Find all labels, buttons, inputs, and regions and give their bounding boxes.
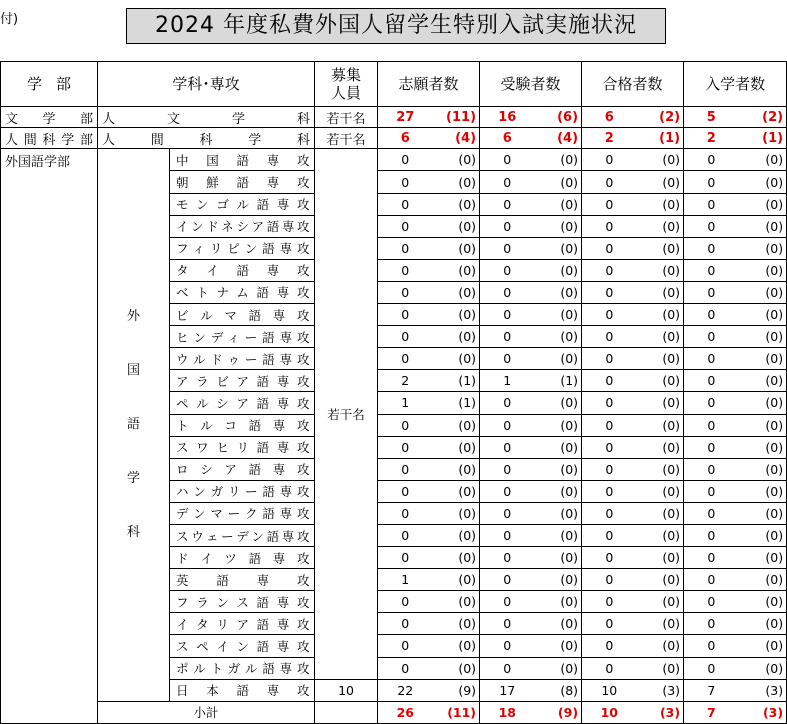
department-char: 学 — [126, 471, 140, 487]
applicants-count: 6 — [378, 128, 433, 149]
applicants-female-count: (9) — [433, 679, 480, 701]
applicants-female-count: (0) — [433, 237, 480, 259]
applicants-count: 0 — [378, 657, 433, 679]
header-row — [1, 62, 787, 107]
department-char: 外 — [126, 309, 140, 325]
major-name: フィリピン語専攻 — [170, 237, 315, 259]
applicants-count: 0 — [378, 547, 433, 569]
header-examinees: 受験者数 — [480, 62, 582, 107]
applicants-female-count: (1) — [433, 370, 480, 392]
enrolled-female-count: (0) — [739, 414, 787, 436]
passed-female-count: (0) — [637, 149, 684, 171]
enrolled-female-count: (0) — [739, 480, 787, 502]
major-name: フランス語専攻 — [170, 591, 315, 613]
major-name: 英 語 専 攻 — [170, 569, 315, 591]
passed-female-count: (0) — [637, 547, 684, 569]
applicants-female-count: (0) — [433, 569, 480, 591]
passed-female-count: (0) — [637, 657, 684, 679]
faculty-name: 文 学 部 — [1, 107, 98, 128]
passed-female-count: (0) — [637, 370, 684, 392]
department-name: 人 間 科 学 科 — [98, 128, 315, 149]
header-recruit-line1: 募集 — [331, 66, 362, 84]
applicants-count: 0 — [378, 348, 433, 370]
passed-female-count: (0) — [637, 326, 684, 348]
examinees-count: 0 — [480, 524, 535, 546]
applicants-count: 0 — [378, 436, 433, 458]
applicants-count: 0 — [378, 171, 433, 193]
enrolled-count: 0 — [684, 259, 739, 281]
passed-female-count: (0) — [637, 281, 684, 303]
passed-female-count: (0) — [637, 569, 684, 591]
passed-female-count: (0) — [637, 237, 684, 259]
examinees-count: 0 — [480, 569, 535, 591]
examinees-female-count: (0) — [535, 414, 582, 436]
major-name: ト ル コ 語 専 攻 — [170, 414, 315, 436]
passed-count: 0 — [582, 569, 637, 591]
passed-female-count: (0) — [637, 259, 684, 281]
passed-count: 0 — [582, 414, 637, 436]
passed-female-count: (0) — [637, 193, 684, 215]
examinees-count: 0 — [480, 436, 535, 458]
enrolled-female-count: (0) — [739, 436, 787, 458]
applicants-female-count: (0) — [433, 480, 480, 502]
subtotal-label: 小計 — [98, 701, 315, 723]
passed-count: 0 — [582, 436, 637, 458]
applicants-count: 0 — [378, 480, 433, 502]
passed-female-count: (0) — [637, 414, 684, 436]
enrolled-count: 0 — [684, 149, 739, 171]
enrolled-count: 0 — [684, 370, 739, 392]
passed-count: 6 — [582, 107, 637, 128]
applicants-count: 1 — [378, 569, 433, 591]
enrolled-count: 0 — [684, 193, 739, 215]
passed-count: 0 — [582, 657, 637, 679]
applicants-count: 0 — [378, 215, 433, 237]
enrolled-female-count: (0) — [739, 193, 787, 215]
enrolled-count: 5 — [684, 107, 739, 128]
major-name: 朝 鮮 語 専 攻 — [170, 171, 315, 193]
passed-count: 0 — [582, 281, 637, 303]
enrolled-count: 0 — [684, 613, 739, 635]
header-passed: 合格者数 — [582, 62, 684, 107]
passed-count: 0 — [582, 370, 637, 392]
applicants-count: 0 — [378, 635, 433, 657]
examinees-count: 17 — [480, 679, 535, 701]
examinees-female-count: (0) — [535, 281, 582, 303]
enrolled-count: 7 — [684, 679, 739, 701]
examinees-female-count: (0) — [535, 304, 582, 326]
examinees-count: 0 — [480, 215, 535, 237]
applicants-female-count: (1) — [433, 392, 480, 414]
recruit-count: 若干名 — [315, 149, 378, 679]
enrolled-count: 0 — [684, 281, 739, 303]
applicants-female-count: (0) — [433, 436, 480, 458]
passed-count: 0 — [582, 635, 637, 657]
enrolled-female-count: (1) — [739, 128, 787, 149]
passed-female-count: (0) — [637, 591, 684, 613]
passed-count: 0 — [582, 171, 637, 193]
table-row — [1, 149, 787, 171]
major-name: スペイン語専攻 — [170, 635, 315, 657]
applicants-female-count: (4) — [433, 128, 480, 149]
date-note: 付) — [0, 12, 19, 27]
applicants-count: 22 — [378, 679, 433, 701]
applicants-count: 2 — [378, 370, 433, 392]
applicants-female-count: (0) — [433, 259, 480, 281]
enrolled-female-count: (0) — [739, 569, 787, 591]
passed-female-count: (0) — [637, 215, 684, 237]
major-name: ハンガリー語専攻 — [170, 480, 315, 502]
examinees-count: 0 — [480, 326, 535, 348]
examinees-female-count: (0) — [535, 569, 582, 591]
applicants-female-count: (0) — [433, 502, 480, 524]
enrolled-female-count: (3) — [739, 701, 787, 723]
faculty-name: 人間科学部 — [1, 128, 98, 149]
major-name: ビ ル マ 語 専 攻 — [170, 304, 315, 326]
passed-female-count: (2) — [637, 107, 684, 128]
passed-count: 0 — [582, 547, 637, 569]
applicants-count: 0 — [378, 259, 433, 281]
passed-count: 0 — [582, 502, 637, 524]
examinees-count: 1 — [480, 370, 535, 392]
examinees-female-count: (0) — [535, 171, 582, 193]
enrolled-female-count: (0) — [739, 458, 787, 480]
major-name: アラビア語専攻 — [170, 370, 315, 392]
examinees-female-count: (0) — [535, 458, 582, 480]
applicants-female-count: (0) — [433, 414, 480, 436]
enrolled-female-count: (0) — [739, 657, 787, 679]
major-name: ヒンディー語専攻 — [170, 326, 315, 348]
major-name: 日 本 語 専 攻 — [170, 679, 315, 701]
examinees-count: 0 — [480, 613, 535, 635]
enrolled-count: 2 — [684, 128, 739, 149]
applicants-count: 0 — [378, 237, 433, 259]
enrolled-female-count: (0) — [739, 392, 787, 414]
passed-count: 0 — [582, 613, 637, 635]
passed-count: 0 — [582, 524, 637, 546]
applicants-female-count: (0) — [433, 171, 480, 193]
header-applicants: 志願者数 — [378, 62, 480, 107]
examinees-female-count: (0) — [535, 635, 582, 657]
examinees-female-count: (0) — [535, 215, 582, 237]
major-name: イタリア語専攻 — [170, 613, 315, 635]
applicants-female-count: (0) — [433, 524, 480, 546]
major-name: 中 国 語 専 攻 — [170, 149, 315, 171]
passed-female-count: (0) — [637, 436, 684, 458]
major-name: スワヒリ語専攻 — [170, 436, 315, 458]
passed-count: 10 — [582, 701, 637, 723]
applicants-female-count: (0) — [433, 458, 480, 480]
subtotal-row — [1, 701, 787, 723]
applicants-female-count: (0) — [433, 613, 480, 635]
enrolled-female-count: (0) — [739, 348, 787, 370]
header-recruit — [315, 62, 378, 107]
examinees-female-count: (0) — [535, 480, 582, 502]
examinees-female-count: (1) — [535, 370, 582, 392]
major-name: デンマーク語専攻 — [170, 502, 315, 524]
examinees-count: 0 — [480, 193, 535, 215]
examinees-count: 0 — [480, 657, 535, 679]
subtotal-recruit — [315, 701, 378, 723]
passed-count: 0 — [582, 193, 637, 215]
enrolled-female-count: (0) — [739, 326, 787, 348]
applicants-count: 1 — [378, 392, 433, 414]
passed-count: 0 — [582, 237, 637, 259]
enrolled-count: 0 — [684, 414, 739, 436]
applicants-female-count: (0) — [433, 326, 480, 348]
applicants-female-count: (0) — [433, 657, 480, 679]
examinees-count: 0 — [480, 304, 535, 326]
applicants-female-count: (11) — [433, 701, 480, 723]
enrolled-female-count: (3) — [739, 679, 787, 701]
department-char: 語 — [126, 417, 140, 433]
examinees-count: 0 — [480, 171, 535, 193]
enrolled-female-count: (0) — [739, 370, 787, 392]
passed-female-count: (0) — [637, 458, 684, 480]
examinees-female-count: (4) — [535, 128, 582, 149]
enrolled-count: 0 — [684, 171, 739, 193]
passed-count: 0 — [582, 348, 637, 370]
results-table — [0, 61, 787, 724]
examinees-female-count: (0) — [535, 502, 582, 524]
enrolled-count: 0 — [684, 326, 739, 348]
examinees-count: 16 — [480, 107, 535, 128]
applicants-female-count: (0) — [433, 193, 480, 215]
applicants-female-count: (0) — [433, 215, 480, 237]
major-name: モンゴル語専攻 — [170, 193, 315, 215]
examinees-female-count: (0) — [535, 657, 582, 679]
applicants-count: 0 — [378, 502, 433, 524]
applicants-count: 0 — [378, 281, 433, 303]
enrolled-count: 0 — [684, 591, 739, 613]
major-name: ロ シ ア 語 専 攻 — [170, 458, 315, 480]
faculty-name: 外国語学部 — [1, 149, 98, 723]
examinees-count: 0 — [480, 591, 535, 613]
examinees-female-count: (0) — [535, 613, 582, 635]
enrolled-female-count: (0) — [739, 281, 787, 303]
passed-female-count: (3) — [637, 679, 684, 701]
examinees-female-count: (0) — [535, 547, 582, 569]
examinees-count: 0 — [480, 259, 535, 281]
enrolled-female-count: (0) — [739, 547, 787, 569]
passed-count: 0 — [582, 392, 637, 414]
examinees-count: 0 — [480, 458, 535, 480]
examinees-count: 0 — [480, 502, 535, 524]
department-char: 科 — [126, 525, 140, 541]
enrolled-count: 0 — [684, 304, 739, 326]
applicants-female-count: (11) — [433, 107, 480, 128]
enrolled-female-count: (0) — [739, 613, 787, 635]
department-vertical-text — [127, 274, 140, 576]
examinees-count: 0 — [480, 392, 535, 414]
applicants-count: 27 — [378, 107, 433, 128]
enrolled-female-count: (0) — [739, 502, 787, 524]
examinees-count: 18 — [480, 701, 535, 723]
header-faculty: 学部 — [1, 62, 98, 107]
passed-count: 0 — [582, 458, 637, 480]
passed-count: 10 — [582, 679, 637, 701]
recruit-count-japanese: 10 — [315, 679, 378, 701]
major-name: ウルドゥー語専攻 — [170, 348, 315, 370]
passed-female-count: (0) — [637, 613, 684, 635]
enrolled-count: 0 — [684, 348, 739, 370]
passed-count: 0 — [582, 591, 637, 613]
table-row — [1, 107, 787, 128]
applicants-female-count: (0) — [433, 635, 480, 657]
major-name: ベトナム語専攻 — [170, 281, 315, 303]
examinees-count: 0 — [480, 414, 535, 436]
passed-female-count: (0) — [637, 524, 684, 546]
enrolled-female-count: (0) — [739, 215, 787, 237]
examinees-female-count: (0) — [535, 348, 582, 370]
passed-count: 0 — [582, 326, 637, 348]
examinees-female-count: (0) — [535, 591, 582, 613]
examinees-count: 0 — [480, 237, 535, 259]
passed-count: 0 — [582, 215, 637, 237]
major-name: インドネシア語専攻 — [170, 215, 315, 237]
examinees-count: 0 — [480, 149, 535, 171]
major-name: ド イ ツ 語 専 攻 — [170, 547, 315, 569]
examinees-count: 0 — [480, 480, 535, 502]
applicants-female-count: (0) — [433, 304, 480, 326]
applicants-count: 0 — [378, 149, 433, 171]
passed-count: 0 — [582, 149, 637, 171]
department-char: 国 — [126, 363, 140, 379]
applicants-count: 0 — [378, 326, 433, 348]
passed-female-count: (0) — [637, 304, 684, 326]
enrolled-count: 0 — [684, 480, 739, 502]
page-title: 2024 年度私費外国人留学生特別入試実施状況 — [126, 8, 666, 44]
examinees-female-count: (0) — [535, 524, 582, 546]
enrolled-count: 0 — [684, 436, 739, 458]
enrolled-female-count: (0) — [739, 304, 787, 326]
enrolled-count: 0 — [684, 635, 739, 657]
applicants-female-count: (0) — [433, 348, 480, 370]
examinees-female-count: (0) — [535, 392, 582, 414]
examinees-female-count: (8) — [535, 679, 582, 701]
recruit-count: 若干名 — [315, 128, 378, 149]
passed-female-count: (0) — [637, 171, 684, 193]
examinees-female-count: (0) — [535, 237, 582, 259]
enrolled-count: 0 — [684, 392, 739, 414]
applicants-count: 0 — [378, 591, 433, 613]
applicants-count: 0 — [378, 524, 433, 546]
applicants-count: 26 — [378, 701, 433, 723]
passed-female-count: (1) — [637, 128, 684, 149]
examinees-female-count: (0) — [535, 259, 582, 281]
examinees-count: 6 — [480, 128, 535, 149]
enrolled-female-count: (0) — [739, 149, 787, 171]
enrolled-count: 0 — [684, 502, 739, 524]
major-name: ペルシア語専攻 — [170, 392, 315, 414]
examinees-female-count: (0) — [535, 149, 582, 171]
enrolled-count: 0 — [684, 458, 739, 480]
examinees-female-count: (0) — [535, 436, 582, 458]
enrolled-female-count: (0) — [739, 635, 787, 657]
applicants-female-count: (0) — [433, 591, 480, 613]
passed-female-count: (0) — [637, 635, 684, 657]
applicants-count: 0 — [378, 304, 433, 326]
examinees-female-count: (0) — [535, 326, 582, 348]
enrolled-count: 0 — [684, 237, 739, 259]
enrolled-female-count: (0) — [739, 171, 787, 193]
enrolled-female-count: (0) — [739, 524, 787, 546]
major-name: タ イ 語 専 攻 — [170, 259, 315, 281]
passed-female-count: (0) — [637, 392, 684, 414]
major-name: ポルトガル語専攻 — [170, 657, 315, 679]
examinees-female-count: (9) — [535, 701, 582, 723]
applicants-female-count: (0) — [433, 547, 480, 569]
table-row — [1, 128, 787, 149]
applicants-count: 0 — [378, 193, 433, 215]
enrolled-count: 0 — [684, 569, 739, 591]
applicants-count: 0 — [378, 613, 433, 635]
enrolled-count: 7 — [684, 701, 739, 723]
applicants-count: 0 — [378, 414, 433, 436]
enrolled-female-count: (0) — [739, 237, 787, 259]
passed-female-count: (0) — [637, 348, 684, 370]
enrolled-count: 0 — [684, 547, 739, 569]
enrolled-female-count: (0) — [739, 259, 787, 281]
enrolled-count: 0 — [684, 215, 739, 237]
passed-count: 0 — [582, 480, 637, 502]
applicants-count: 0 — [378, 458, 433, 480]
examinees-count: 0 — [480, 547, 535, 569]
department-name-vertical — [98, 149, 170, 701]
passed-female-count: (3) — [637, 701, 684, 723]
enrolled-female-count: (0) — [739, 591, 787, 613]
examinees-female-count: (0) — [535, 193, 582, 215]
passed-female-count: (0) — [637, 480, 684, 502]
enrolled-female-count: (2) — [739, 107, 787, 128]
passed-female-count: (0) — [637, 502, 684, 524]
header-enrolled: 入学者数 — [684, 62, 787, 107]
examinees-count: 0 — [480, 635, 535, 657]
header-department-major: 学科･専攻 — [98, 62, 315, 107]
enrolled-count: 0 — [684, 524, 739, 546]
applicants-female-count: (0) — [433, 281, 480, 303]
header-recruit-line2: 人員 — [331, 84, 362, 102]
examinees-count: 0 — [480, 348, 535, 370]
passed-count: 2 — [582, 128, 637, 149]
major-name: スウェーデン語専攻 — [170, 524, 315, 546]
examinees-count: 0 — [480, 281, 535, 303]
department-name: 人 文 学 科 — [98, 107, 315, 128]
passed-count: 0 — [582, 259, 637, 281]
passed-count: 0 — [582, 304, 637, 326]
applicants-female-count: (0) — [433, 149, 480, 171]
enrolled-count: 0 — [684, 657, 739, 679]
examinees-female-count: (6) — [535, 107, 582, 128]
recruit-count: 若干名 — [315, 107, 378, 128]
